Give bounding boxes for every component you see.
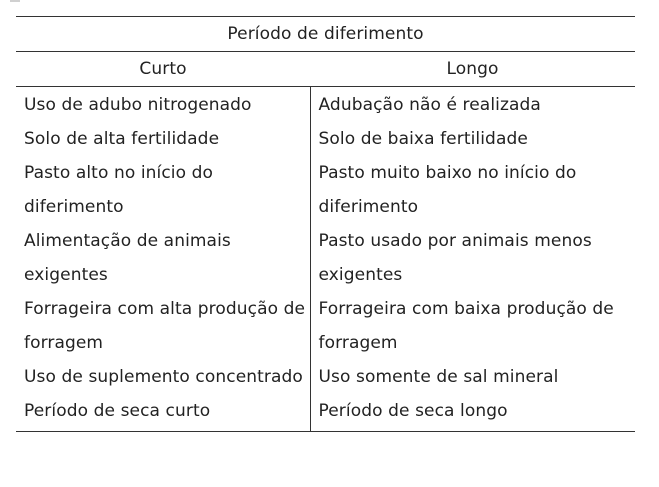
cell-long xyxy=(310,122,635,156)
table-row xyxy=(16,360,635,394)
cell-short xyxy=(16,87,310,123)
cell-long xyxy=(310,292,635,360)
cell-text: Alimentação de animais exigentes xyxy=(24,231,231,285)
table-row xyxy=(16,394,635,432)
cell-text: Adubação não é realizada xyxy=(318,95,541,115)
cell-long xyxy=(310,224,635,292)
cell-text: Solo de baixa fertilidade xyxy=(318,129,528,149)
cell-text: Uso de adubo nitrogenado xyxy=(24,95,252,115)
cell-text: Período de seca curto xyxy=(24,401,211,421)
cell-text: Forrageira com baixa produção de forragem xyxy=(318,299,614,353)
cell-text: Pasto muito baixo no início do diferimento xyxy=(318,163,577,217)
table-header-row xyxy=(16,52,635,87)
cell-short xyxy=(16,394,310,432)
table-row xyxy=(16,122,635,156)
table-title: Período de diferimento xyxy=(16,17,635,52)
cell-text: Forrageira com alta produção de forragem xyxy=(24,299,306,353)
deferment-table-container xyxy=(16,16,635,432)
cell-text: Pasto usado por animais menos exigentes xyxy=(318,231,592,285)
cell-long xyxy=(310,360,635,394)
cell-text: Período de seca longo xyxy=(318,401,508,421)
cell-short xyxy=(16,360,310,394)
cell-short xyxy=(16,292,310,360)
cell-short xyxy=(16,224,310,292)
column-header-long: Longo xyxy=(310,52,635,87)
table-row xyxy=(16,292,635,360)
column-header-short: Curto xyxy=(16,52,310,87)
cell-text: Uso de suplemento concentrado xyxy=(24,367,303,387)
cell-short xyxy=(16,156,310,224)
table-row xyxy=(16,224,635,292)
deferment-table xyxy=(16,16,635,432)
cell-text: Uso somente de sal mineral xyxy=(318,367,559,387)
table-title-row xyxy=(16,17,635,52)
corner-mark xyxy=(10,0,20,2)
cell-long xyxy=(310,156,635,224)
cell-short xyxy=(16,122,310,156)
cell-long xyxy=(310,394,635,432)
table-row xyxy=(16,87,635,123)
cell-text: Solo de alta fertilidade xyxy=(24,129,220,149)
cell-long xyxy=(310,87,635,123)
table-row xyxy=(16,156,635,224)
cell-text: Pasto alto no início do diferimento xyxy=(24,163,214,217)
